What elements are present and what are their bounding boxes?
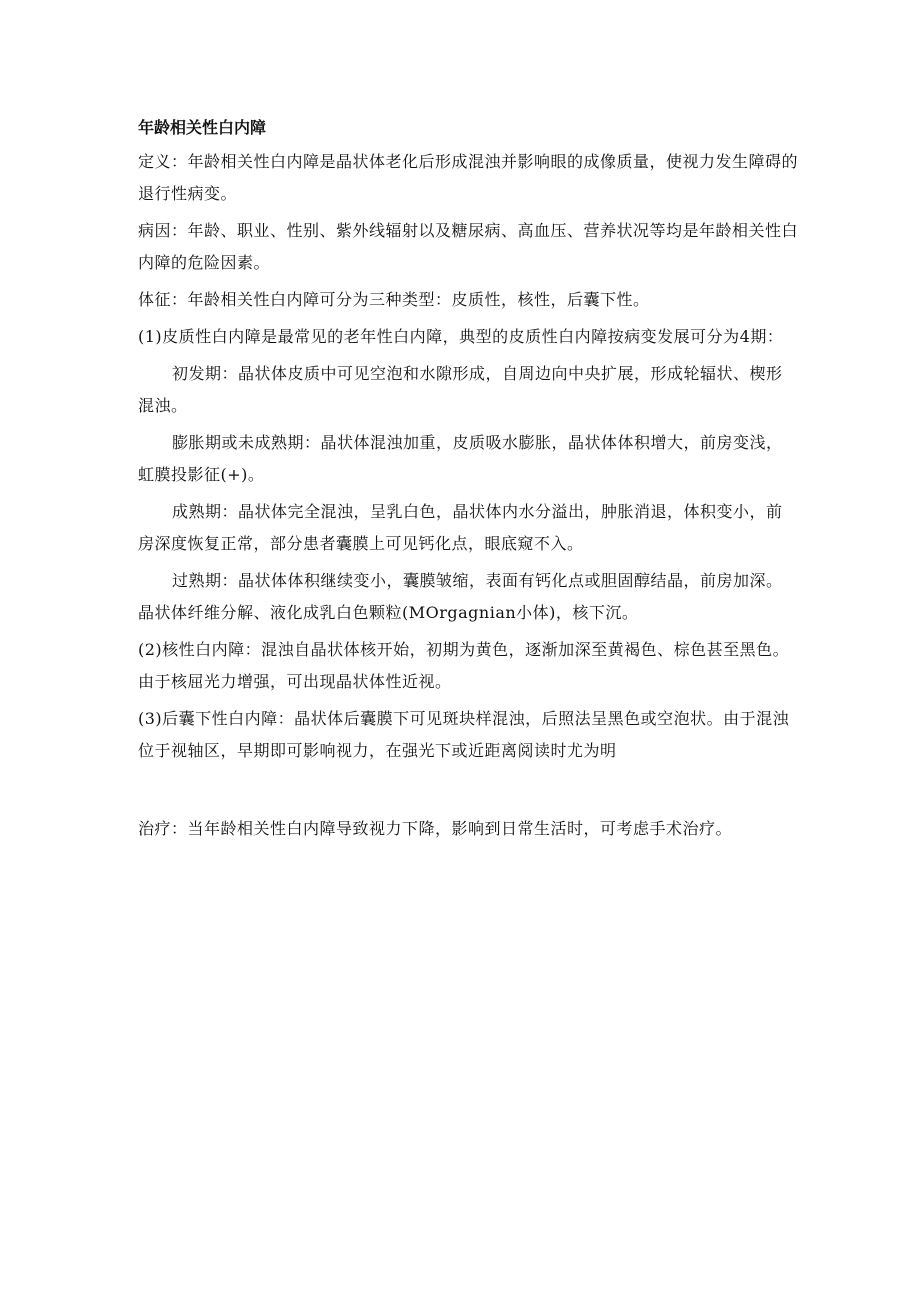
paragraph-nuclear: (2)核性白内障：混浊自晶状体核开始，初期为黄色，逐渐加深至黄褐色、棕色甚至黑色。由于核屈光力增强，可出现晶状体性近视。 bbox=[138, 640, 790, 691]
paragraph-intumescent-stage: 膨胀期或未成熟期：晶状体混浊加重，皮质吸水膨胀，晶状体体积增大，前房变浅，虹膜投影征(+)。 bbox=[138, 433, 783, 484]
document-body bbox=[138, 114, 798, 850]
paragraph-treatment: 治疗：当年龄相关性白内障导致视力下降，影响到日常生活时，可考虑手术治疗。 bbox=[138, 819, 733, 838]
paragraph-cortical: (1)皮质性白内障是最常见的老年性白内障，典型的皮质性白内障按病变发展可分为4期： bbox=[138, 327, 784, 346]
document-title: 年龄相关性白内障 bbox=[138, 118, 267, 137]
paragraph-definition: 定义：年龄相关性白内障是晶状体老化后形成混浊并影响眼的成像质量，使视力发生障碍的退行性病变。 bbox=[138, 152, 799, 203]
paragraph-hypermature-stage: 过熟期：晶状体体积继续变小，囊膜皱缩，表面有钙化点或胆固醇结晶，前房加深。晶状体纤维分解、液化成乳白色颗粒(MOrgagnian小体)，核下沉。 bbox=[138, 571, 783, 622]
paragraph-posterior-subcapsular: (3)后囊下性白内障：晶状体后囊膜下可见斑块样混浊，后照法呈黑色或空泡状。由于混浊位于视轴区，早期即可影响视力，在强光下或近距离阅读时尤为明 bbox=[138, 709, 790, 760]
paragraph-incipient-stage: 初发期：晶状体皮质中可见空泡和水隙形成，自周边向中央扩展，形成轮辐状、楔形混浊。 bbox=[138, 364, 783, 415]
paragraph-signs: 体征：年龄相关性白内障可分为三种类型：皮质性，核性，后囊下性。 bbox=[138, 290, 650, 309]
paragraph-mature-stage: 成熟期：晶状体完全混浊，呈乳白色，晶状体内水分溢出，肿胀消退，体积变小，前房深度恢复正常，部分患者囊膜上可见钙化点，眼底窥不入。 bbox=[138, 502, 783, 553]
paragraph-etiology: 病因：年龄、职业、性别、紫外线辐射以及糖尿病、高血压、营养状况等均是年龄相关性白内障的危险因素。 bbox=[138, 221, 799, 272]
